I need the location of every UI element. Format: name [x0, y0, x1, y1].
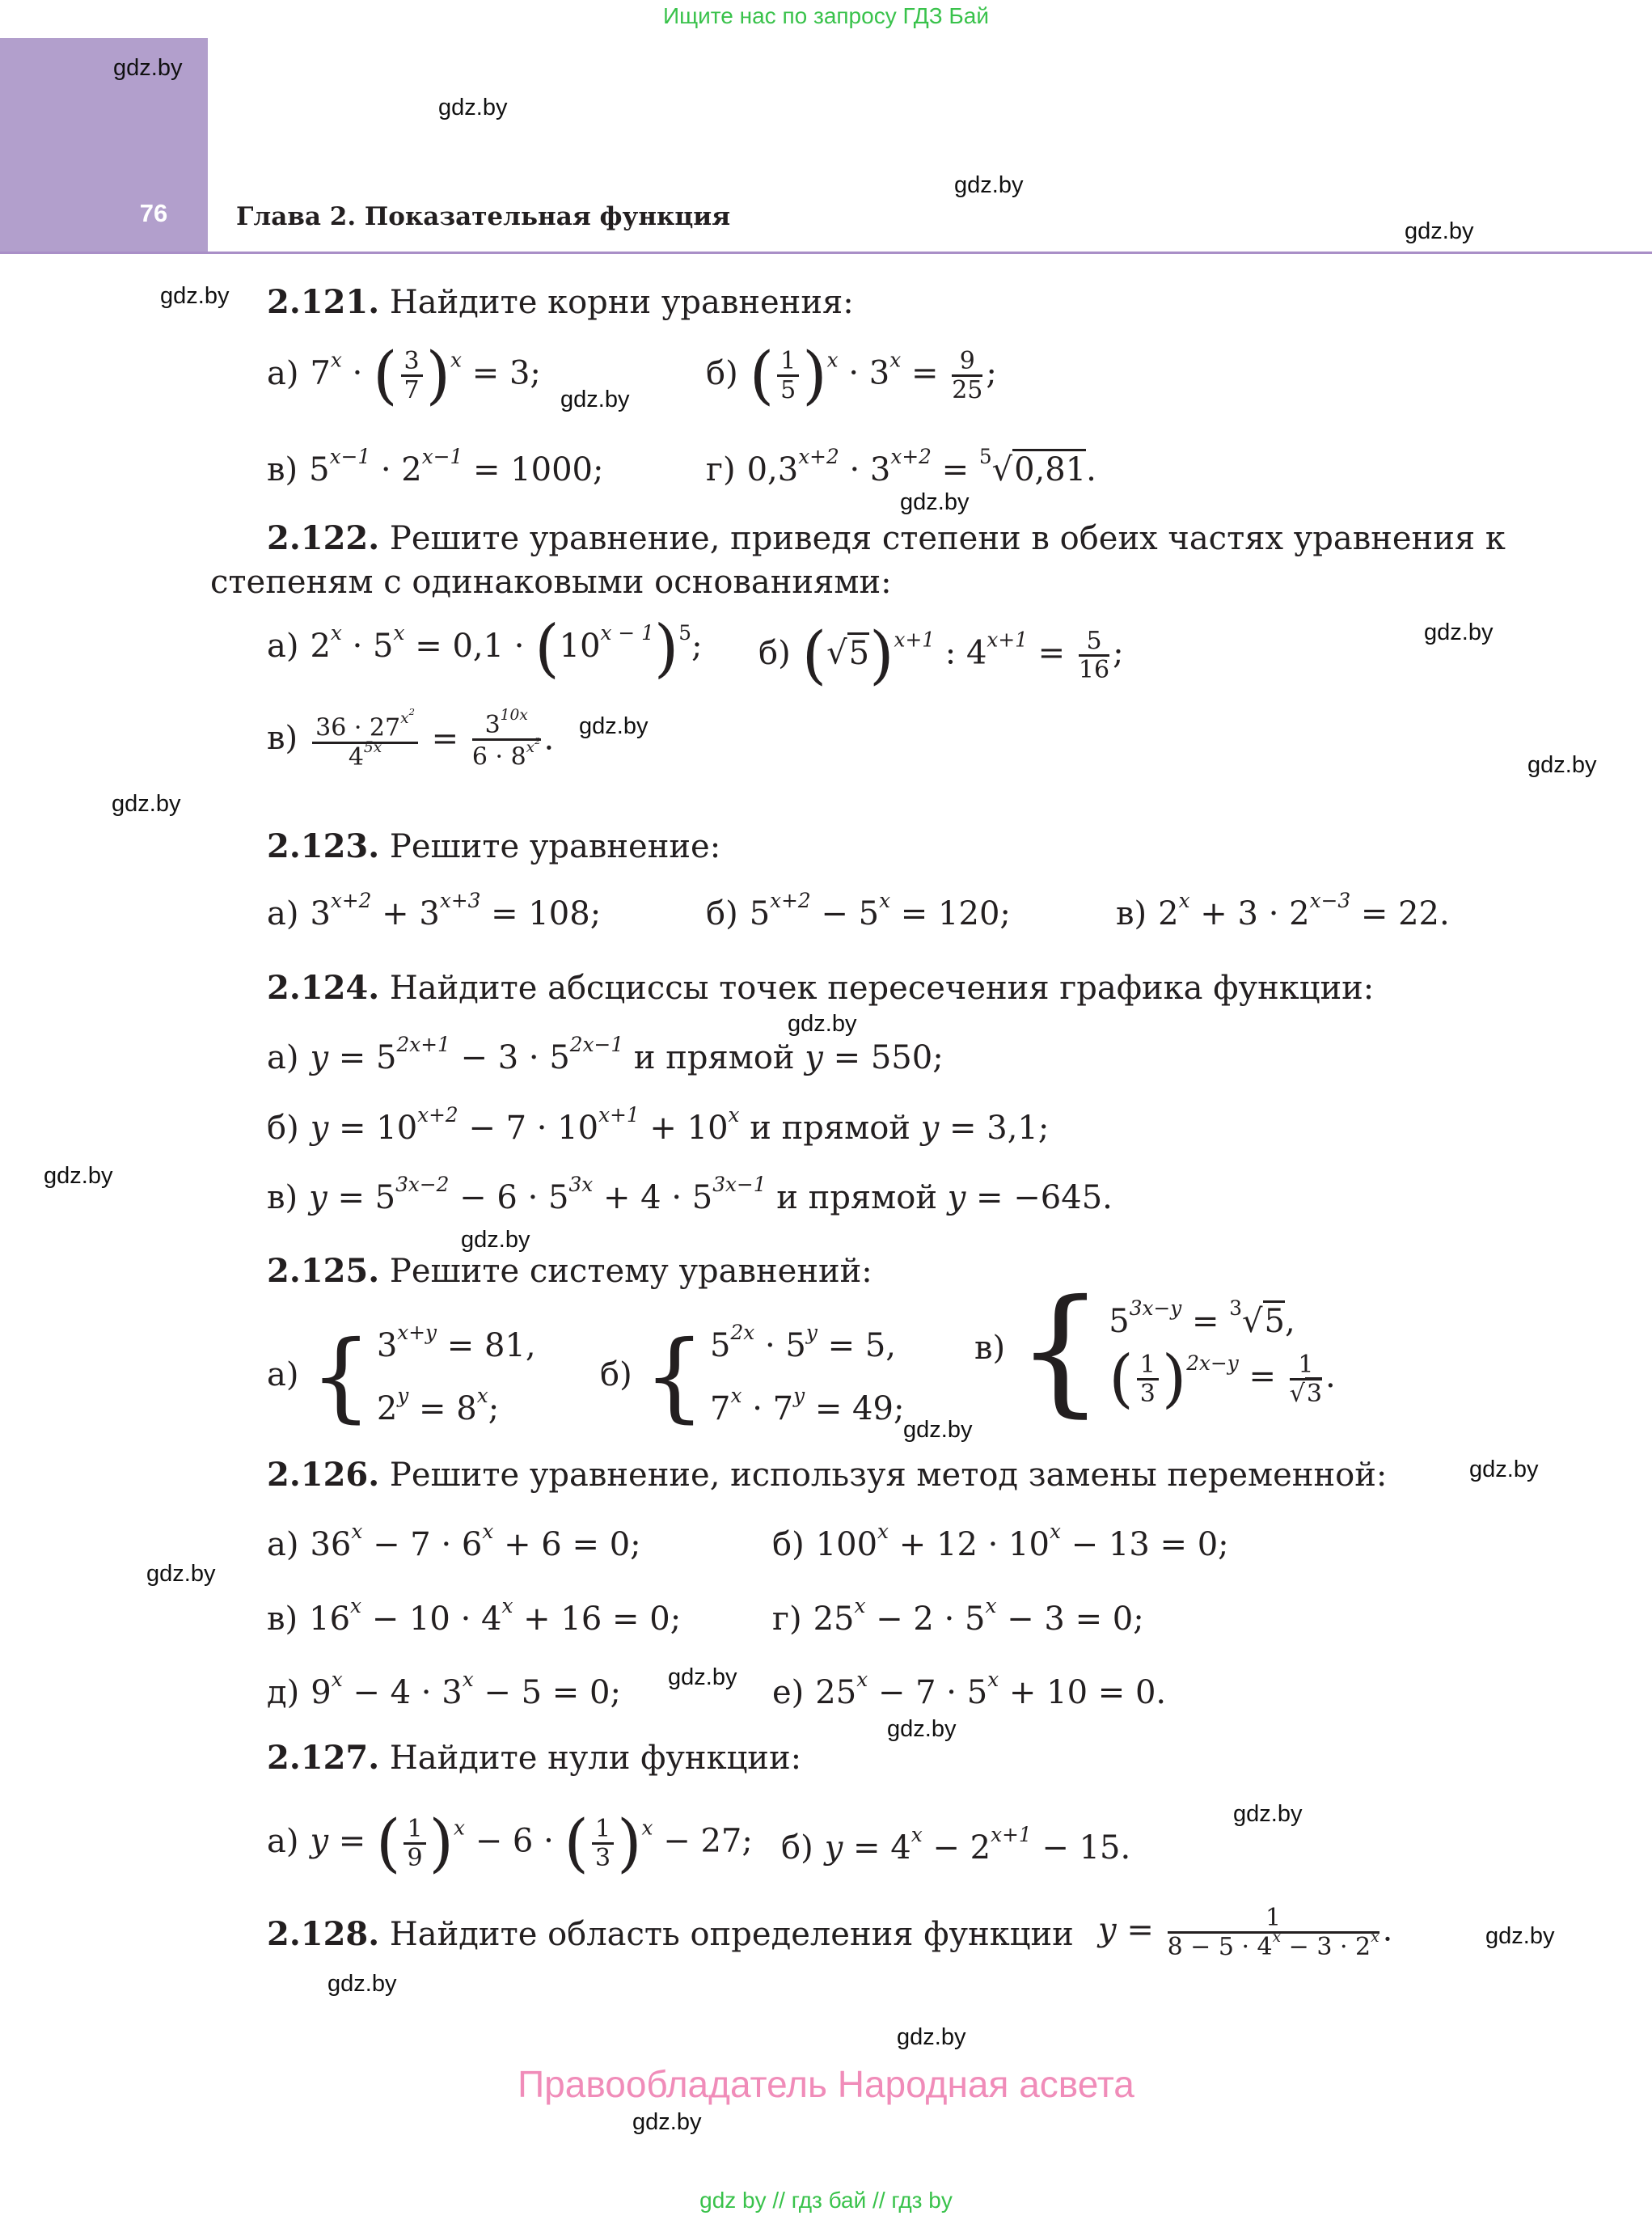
eq-2-123-a: а) $3^{x+2} + 3^{x+3} = 108$;: [267, 888, 602, 932]
eq-2-121-b: б) ( $\frac{1}{5}$ )$^x \cdot 3^x$ = $\frac{9}{25}$ ;: [706, 339, 997, 412]
task-2-125: 2.125. Решите систему уравнений:: [267, 1252, 872, 1290]
eq-2-124-v: в) $y = 5^{3x-2} - 6 \cdot 5^{3x} + 4 \cdot 5^{3x-1}$ и прямой y = −645.: [267, 1172, 1113, 1216]
eq-2-126-e: е) $25^x - 7 \cdot 5^x + 10 = 0$.: [772, 1667, 1167, 1711]
eq-2-126-v: в) $16^x - 10 \cdot 4^x + 16 = 0$;: [267, 1593, 682, 1638]
watermark: gdz.by: [560, 387, 630, 412]
eq-2-126-a: а) $36^x - 7 \cdot 6^x + 6 = 0$;: [267, 1519, 641, 1563]
task-2-128: 2.128. Найдите область определения функции: [267, 1915, 1074, 1953]
header-rule: [0, 252, 1652, 254]
watermark: gdz.by: [903, 1417, 973, 1443]
watermark: gdz.by: [668, 1664, 737, 1690]
watermark: gdz.by: [1233, 1801, 1303, 1827]
watermark: gdz.by: [160, 283, 230, 309]
watermark: gdz.by: [1527, 752, 1597, 778]
watermark: gdz.by: [1424, 619, 1494, 645]
eq-2-122-a: а) $2^x \cdot 5^x = 0,1 \cdot (10^{x - 1})^5$;: [267, 612, 703, 685]
eq-2-121-g: г) $0,3^{x+2} \cdot 3^{x+2} = ^5√0,81$.: [706, 444, 1096, 488]
task-2-126: 2.126. Решите уравнение, используя метод замены переменной:: [267, 1456, 1388, 1494]
copyright-notice: Правообладатель Народная асвета: [518, 2063, 1134, 2105]
task-2-127: 2.127. Найдите нули функции:: [267, 1739, 802, 1777]
watermark: gdz.by: [632, 2109, 702, 2135]
watermark: gdz.by: [1469, 1457, 1539, 1482]
watermark: gdz.by: [887, 1716, 957, 1742]
watermark: gdz.by: [461, 1227, 530, 1253]
task-2-123: 2.123. Решите уравнение:: [267, 827, 721, 865]
eq-2-123-b: б) $5^{x+2} - 5^x = 120$;: [706, 888, 1011, 932]
watermark: gdz.by: [327, 1971, 397, 1997]
eq-2-128: y = $\frac{1}{8 - 5 \cdot 4^x - 3 \cdot 2^x}$ .: [1098, 1904, 1393, 1961]
eq-2-123-v: в) $2^x + 3 \cdot 2^{x-3} = 22$.: [1116, 888, 1450, 932]
watermark: gdz.by: [1405, 218, 1474, 244]
task-2-122: 2.122. Решите уравнение, приведя степени в обеих частях уравнения к: [267, 519, 1506, 557]
eq-2-127-b: б) $y = 4^x - 2^{x+1} - 15$.: [781, 1822, 1131, 1867]
eq-2-124-b: б) $y = 10^{x+2} - 7 \cdot 10^{x+1} + 10^x$ и прямой y = 3,1;: [267, 1102, 1050, 1147]
watermark: gdz.by: [113, 55, 183, 81]
top-banner[interactable]: Ищите нас по запросу ГДЗ Бай: [662, 3, 990, 28]
eq-2-121-v: в) $5^{x-1} \cdot 2^{x-1} = 1000$;: [267, 444, 604, 488]
watermark: gdz.by: [788, 1011, 857, 1037]
eq-2-127-a: а) y = ( $\frac{1}{9}$ )$^x$ − 6 · ( $\frac{1}{3}$ )$^x$ − 27;: [267, 1807, 753, 1880]
eq-2-126-g: г) $25^x - 2 \cdot 5^x - 3 = 0$;: [772, 1593, 1144, 1638]
eq-2-125-v: в){ $5^{3x-y} = ^3√5$, ( $\frac{1}{3}$ )$^{2x-y}$ = $\frac{1}{√3}$ .: [974, 1270, 1336, 1431]
chapter-title: Глава 2. Показательная функция: [236, 202, 731, 231]
task-2-124: 2.124. Найдите абсциссы точек пересечения графика функции:: [267, 969, 1375, 1007]
eq-2-125-b: б) { $5^{2x} \cdot 5^y = 5$, $7^x \cdot 7^y = 49$;: [600, 1320, 905, 1433]
task-2-122-cont: степеням с одинаковыми основаниями:: [210, 564, 892, 601]
watermark: gdz.by: [579, 713, 649, 739]
task-2-121: 2.121. Найдите корни уравнения:: [267, 283, 854, 321]
watermark: gdz.by: [146, 1561, 216, 1587]
eq-2-125-a: а) { $3^{x+y} = 81$, $2^y = 8^x$;: [267, 1320, 536, 1433]
eq-2-122-v: в) $\frac{36 \cdot 27^{x^2}}{4^{5x}}$ = $\frac{3^{10x}}{6 \cdot 8^{x^2}}$ .: [267, 706, 555, 772]
eq-2-126-b: б) $100^x + 12 \cdot 10^x - 13 = 0$;: [772, 1519, 1229, 1563]
watermark: gdz.by: [897, 2024, 966, 2050]
watermark: gdz.by: [112, 791, 181, 817]
watermark: gdz.by: [438, 95, 508, 121]
page-number: 76: [139, 199, 168, 227]
watermark: gdz.by: [900, 489, 970, 515]
watermark: gdz.by: [954, 172, 1024, 198]
watermark: gdz.by: [44, 1163, 113, 1189]
watermark: gdz.by: [1485, 1923, 1555, 1949]
footer-links[interactable]: gdz by // гдз бай // гдз by: [699, 2188, 953, 2213]
eq-2-121-a: а) $7^x$ · ( $\frac{3}{7}$ )$^x$ = 3;: [267, 339, 541, 412]
eq-2-124-a: а) $y = 5^{2x+1} - 3 \cdot 5^{2x-1}$ и прямой y = 550;: [267, 1032, 944, 1076]
eq-2-126-d: д) $9^x - 4 \cdot 3^x - 5 = 0$;: [267, 1667, 621, 1711]
eq-2-122-b: б) $(√5)^{x+1}$ : $4^{x+1}$ = $\frac{5}{16}$ ;: [758, 619, 1124, 692]
